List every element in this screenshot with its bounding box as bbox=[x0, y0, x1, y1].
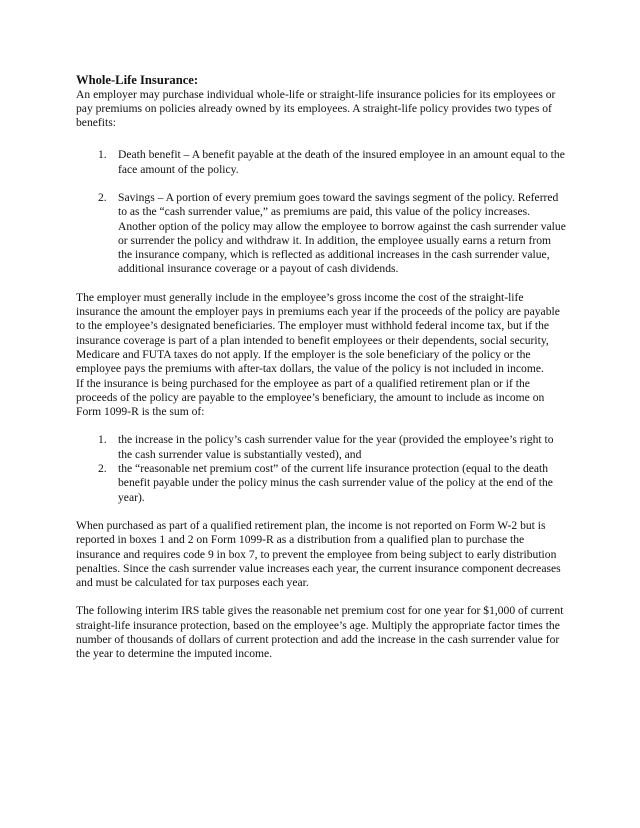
list-item-number: 1. bbox=[98, 148, 107, 162]
intro-paragraph: An employer may purchase individual whole-life or straight-life insurance policies for its employees or pay premiums on policies already owned by its employees. A straight-life policy provides two types of benefits: bbox=[76, 87, 556, 130]
retirement-paragraph: If the insurance is being purchased for the employee as part of a qualified retirement plan or if the proceeds of the policy are payable to the employee’s beneficiary, the amount to include as income on Form 1099-R is the sum of: bbox=[76, 376, 545, 419]
section-heading: Whole-Life Insurance: bbox=[76, 73, 199, 87]
document-page bbox=[76, 73, 568, 662]
list-item-number: 2. bbox=[98, 462, 107, 476]
list-item-number: 1. bbox=[98, 433, 107, 447]
benefits-list bbox=[76, 148, 568, 276]
list-item bbox=[76, 462, 568, 505]
irs-table-paragraph: The following interim IRS table gives the reasonable net premium cost for one year for $1,000 of current straight-life insurance protection, based on the employee’s age. Multiply the appropriate factor times the number of thousands of dollars of current protection and add the increase in the cash surrender value for the year to determine the imputed income. bbox=[76, 604, 564, 661]
list-item bbox=[76, 148, 568, 177]
list-item-text: the increase in the policy’s cash surrender value for the year (provided the employee’s right to the cash surrender value is substantially vested), and bbox=[118, 433, 554, 461]
list-item bbox=[76, 433, 568, 462]
sum-list bbox=[76, 433, 568, 504]
list-item bbox=[76, 191, 568, 277]
list-item-text: Death benefit – A benefit payable at the death of the insured employee in an amount equal to the face amount of the policy. bbox=[118, 148, 565, 176]
w2-paragraph: When purchased as part of a qualified retirement plan, the income is not reported on Form W-2 but is reported in boxes 1 and 2 on Form 1099-R as a distribution from a qualified plan to purchase the insurance and requires code 9 in box 7, to prevent the employee from being subject to early distribution penalties. Since the cash surrender value increases each year, the current insurance component decreases and must be calculated for tax purposes each year. bbox=[76, 518, 561, 590]
list-item-text: Savings – A portion of every premium goes toward the savings segment of the policy. Referred to as the “cash surrender value,” as premiums are paid, this value of the policy increases. Another option of the policy may allow the employee to borrow against the cash surrender value or surrender the policy and withdraw it. In addition, the employee usually earns a return from the insurance company, which is reflected as additional increases in the cash surrender value, additional insurance coverage or a payout of cash dividends. bbox=[118, 190, 566, 276]
list-item-text: the “reasonable net premium cost” of the current life insurance protection (equal to the death benefit payable under the policy minus the cash surrender value of the policy at the end of the year). bbox=[118, 462, 553, 504]
gross-income-paragraph: The employer must generally include in the employee’s gross income the cost of the straight-life insurance the amount the employer pays in premiums each year if the proceeds of the policy are payable to the employee’s designated beneficiaries. The employer must withhold federal income tax, but if the insurance coverage is part of a plan intended to benefit employees or their dependents, social security, Medicare and FUTA taxes do not apply. If the employer is the sole beneficiary of the policy or the employee pays the premiums with after-tax dollars, the value of the policy is not included in income. bbox=[76, 290, 560, 376]
list-item-number: 2. bbox=[98, 190, 107, 204]
